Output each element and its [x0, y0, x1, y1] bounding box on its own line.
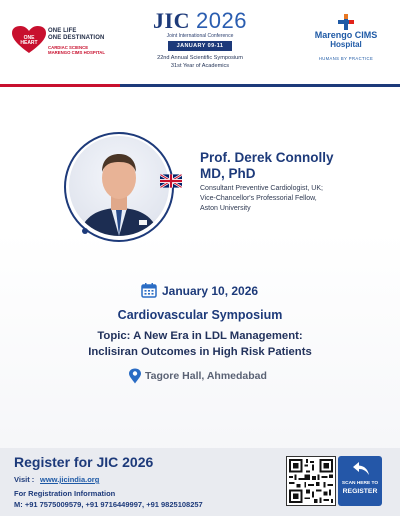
visit-label: Visit : — [14, 475, 35, 484]
hospital-mark-icon — [338, 14, 354, 30]
logo-line-4: MARENGO CIMS HOSPITAL — [48, 50, 105, 55]
back-arrow-icon — [352, 461, 370, 477]
speaker-portrait-icon — [69, 136, 169, 236]
marengo-cims-logo — [300, 14, 392, 76]
qr-code-icon[interactable] — [286, 456, 336, 506]
registration-info-label: For Registration Information — [14, 489, 116, 498]
speaker-role-line-3: Aston University — [200, 205, 251, 212]
jic-symposium-line: 22nd Annual Scientific Symposium — [157, 55, 243, 61]
topic-line-1: Topic: A New Era in LDL Management: — [97, 330, 303, 342]
jic-logo — [142, 10, 258, 84]
scan-here-label: SCAN HERE TO — [341, 481, 379, 486]
event-date: January 10, 2026 — [162, 284, 259, 298]
speaker-name: Prof. Derek Connolly — [200, 150, 334, 165]
speaker-photo — [69, 136, 169, 236]
venue: Tagore Hall, Ahmedabad — [145, 370, 267, 382]
marengo-name: Marengo CIMS — [314, 30, 378, 40]
jic-date-badge: JANUARY 09-11 — [168, 41, 232, 51]
jic-year: 2026 — [196, 8, 247, 33]
register-label: REGISTER — [342, 488, 378, 495]
header-divider — [0, 84, 400, 87]
marengo-hospital: Hospital — [330, 40, 362, 49]
header — [0, 0, 400, 84]
location-pin-icon — [128, 368, 142, 384]
heart-text: ONE HEART — [20, 35, 38, 46]
logo-line-2: ONE DESTINATION — [48, 35, 105, 41]
marengo-tagline: HUMANS BY PRACTICE — [318, 56, 374, 61]
uk-flag-icon — [160, 174, 182, 188]
website-link[interactable]: www.jicindia.org — [40, 475, 100, 484]
jic-academics-line: 31st Year of Academics — [170, 63, 230, 69]
speaker-degree: MD, PhD — [200, 166, 256, 181]
symposium-title: Cardiovascular Symposium — [117, 308, 283, 322]
logo-line-1: ONE LIFE — [48, 28, 77, 34]
jic-subtitle: Joint International Conference — [166, 33, 234, 39]
calendar-icon — [141, 282, 157, 298]
speaker-role-line-2: Vice-Chancellor's Professorial Fellow, — [200, 195, 317, 202]
jic-title-text: JIC — [153, 8, 190, 33]
phone-numbers: M: +91 7575009579, +91 9716449997, +91 9825108257 — [14, 500, 203, 509]
jic-title — [142, 10, 258, 32]
register-title: Register for JIC 2026 — [14, 454, 154, 470]
one-heart-logo — [12, 26, 124, 60]
logo-line-3: CARDIAC SCIENCE — [48, 45, 89, 50]
ring-dot — [82, 228, 88, 234]
speaker-role-line-1: Consultant Preventive Cardiologist, UK; — [200, 185, 323, 192]
topic-line-2: Inclisiran Outcomes in High Risk Patients — [88, 346, 312, 358]
